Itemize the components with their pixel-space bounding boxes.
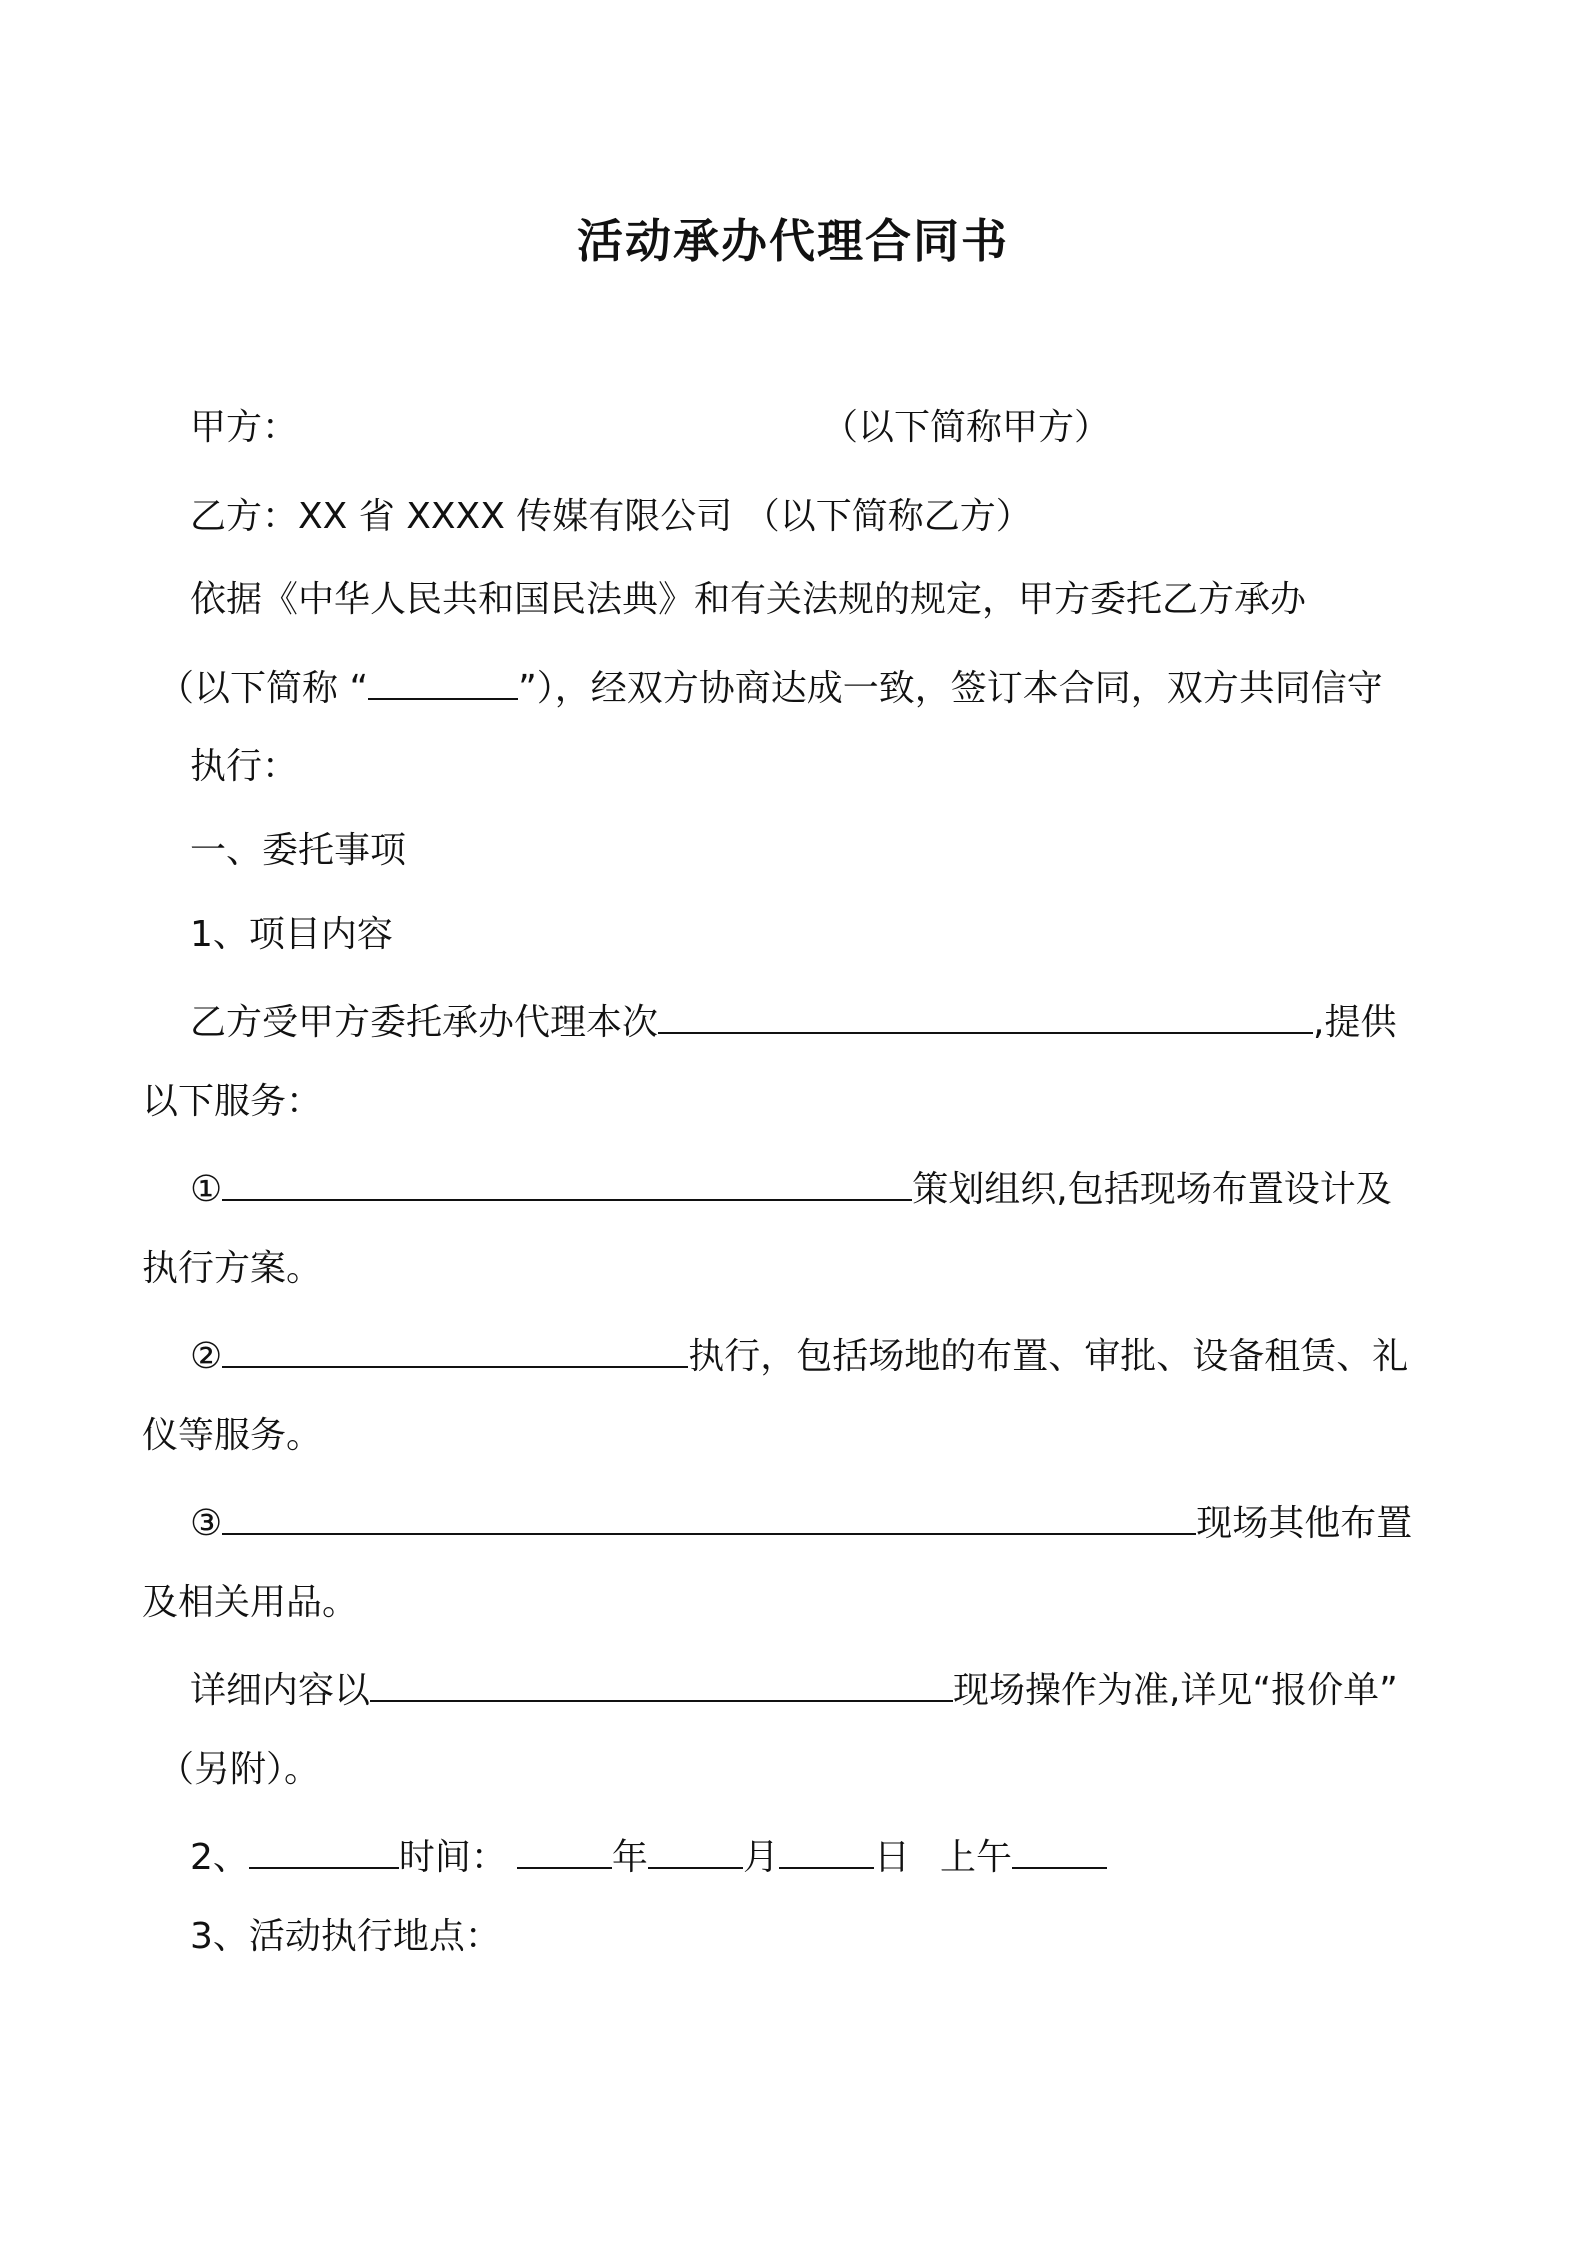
service-2-continued: 仪等服务。	[142, 1415, 323, 1456]
month-blank[interactable]	[648, 1823, 743, 1869]
document-title: 活动承办代理合同书	[577, 214, 1009, 268]
service-3-line	[190, 1489, 1412, 1549]
service-2-num: ②	[190, 1336, 223, 1377]
detail-start: 详细内容以	[190, 1670, 371, 1711]
day-blank[interactable]	[779, 1823, 874, 1869]
detail-end: 现场操作为准,详见“报价单”	[953, 1670, 1398, 1711]
preamble-line-2-start: （以下简称 “	[158, 668, 369, 709]
party-a-suffix: （以下简称甲方）	[822, 407, 1111, 448]
service-intro-start: 乙方受甲方委托承办代理本次	[190, 1002, 659, 1043]
am-label: 上午	[939, 1837, 1012, 1878]
preamble-line-2-end: ”），经双方协商达成一致，签订本合同，双方共同信守	[518, 668, 1383, 709]
item-1-heading: 1、项目内容	[190, 914, 393, 955]
year-label: 年	[611, 1837, 648, 1878]
service-1-blank[interactable]	[222, 1155, 912, 1201]
service-3-blank[interactable]	[222, 1489, 1196, 1535]
preamble-line-1: 依据《中华人民共和国民法典》和有关法规的规定，甲方委托乙方承办	[190, 579, 1307, 620]
abbreviation-blank[interactable]	[368, 654, 518, 700]
item-3-heading: 3、活动执行地点：	[190, 1916, 501, 1957]
service-intro-continued: 以下服务：	[142, 1081, 323, 1122]
time-label: 时间：	[398, 1837, 507, 1878]
service-intro-end: ,提供	[1313, 1002, 1397, 1043]
detail-line	[190, 1656, 1398, 1716]
month-label: 月	[742, 1837, 779, 1878]
party-a-line	[190, 398, 298, 458]
service-2-line	[190, 1322, 1408, 1382]
party-b-line: 乙方：XX 省 XXXX 传媒有限公司 （以下简称乙方）	[190, 496, 1032, 537]
preamble-line-3: 执行：	[190, 746, 299, 787]
section-1-heading: 一、委托事项	[190, 830, 407, 871]
project-name-blank[interactable]	[658, 988, 1313, 1034]
item-2-num: 2、	[190, 1837, 249, 1878]
service-intro-line	[190, 988, 1396, 1048]
service-1-line	[190, 1155, 1392, 1215]
service-2-blank[interactable]	[222, 1322, 688, 1368]
service-1-continued: 执行方案。	[142, 1248, 323, 1289]
am-time-blank[interactable]	[1012, 1823, 1107, 1869]
preamble-line-2	[158, 654, 1383, 714]
detail-blank[interactable]	[370, 1656, 953, 1702]
service-1-text: 策划组织,包括现场布置设计及	[912, 1169, 1392, 1210]
item-2-line	[190, 1823, 1107, 1883]
service-3-text: 现场其他布置	[1196, 1503, 1413, 1544]
event-type-blank[interactable]	[249, 1823, 399, 1869]
service-3-num: ③	[190, 1503, 223, 1544]
party-a-label: 甲方：	[190, 407, 299, 448]
service-3-continued: 及相关用品。	[142, 1582, 359, 1623]
year-blank[interactable]	[517, 1823, 612, 1869]
detail-continued: （另附）。	[158, 1749, 321, 1790]
service-1-num: ①	[190, 1169, 223, 1210]
service-2-text: 执行，包括场地的布置、审批、设备租赁、礼	[688, 1336, 1409, 1377]
day-label: 日	[873, 1837, 910, 1878]
